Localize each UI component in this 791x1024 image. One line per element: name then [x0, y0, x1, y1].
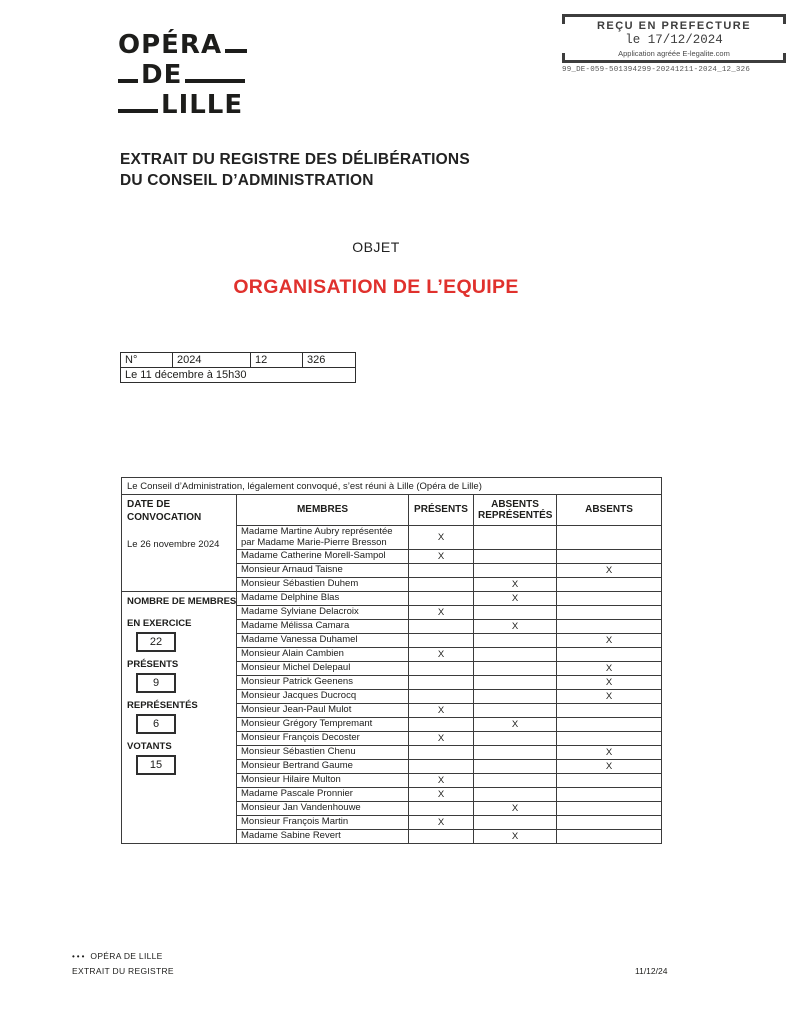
count-value-box: 22: [136, 632, 176, 652]
mark-represented-cell: [474, 564, 557, 578]
table-intro: Le Conseil d’Administration, légalement convoqué, s’est réuni à Lille (Opéra de Lille): [122, 478, 662, 495]
column-header-absents: ABSENTS: [557, 495, 662, 526]
ref-cell-number-label: N°: [121, 353, 173, 368]
member-name-cell: Monsieur Sébastien Chenu: [237, 746, 409, 760]
member-name-cell: Madame Sabine Revert: [237, 830, 409, 844]
mark-absent-cell: [557, 816, 662, 830]
mark-represented-cell: [474, 690, 557, 704]
reference-date-row: [121, 368, 356, 383]
reference-row: [121, 353, 356, 368]
count-label: REPRÉSENTÉS: [127, 700, 198, 711]
count-value-box: 6: [136, 714, 176, 734]
mark-absent-cell: [557, 578, 662, 592]
mark-present-cell: [409, 578, 474, 592]
document-heading: [120, 149, 470, 191]
mark-present-cell: [409, 830, 474, 844]
footer-date: 11/12/24: [635, 966, 668, 976]
mark-represented-cell: [474, 648, 557, 662]
ref-cell-month: 12: [251, 353, 303, 368]
mark-represented-cell: X: [474, 830, 557, 844]
mark-absent-cell: [557, 802, 662, 816]
member-name-cell: Monsieur Sébastien Duhem: [237, 578, 409, 592]
mark-absent-cell: [557, 550, 662, 564]
mark-represented-cell: [474, 788, 557, 802]
logo-underscore-bar: [118, 79, 138, 83]
mark-absent-cell: X: [557, 634, 662, 648]
count-value-box: 9: [136, 673, 176, 693]
member-counts-cell: [122, 592, 237, 844]
mark-present-cell: X: [409, 774, 474, 788]
stamp-date: le 17/12/2024: [625, 33, 723, 47]
mark-represented-cell: X: [474, 802, 557, 816]
mark-present-cell: [409, 690, 474, 704]
mark-present-cell: X: [409, 732, 474, 746]
mark-present-cell: X: [409, 816, 474, 830]
logo-underscore-bar: [185, 79, 245, 83]
mark-present-cell: X: [409, 526, 474, 550]
mark-represented-cell: [474, 732, 557, 746]
mark-represented-cell: [474, 606, 557, 620]
mark-present-cell: X: [409, 788, 474, 802]
logo-underscore-bar: [118, 109, 158, 113]
reference-table: [120, 352, 356, 383]
mark-present-cell: X: [409, 648, 474, 662]
member-name-cell: Monsieur François Martin: [237, 816, 409, 830]
table-intro-row: [122, 478, 662, 495]
opera-de-lille-logo: [118, 30, 247, 120]
logo-text-opera: OPÉRA: [118, 30, 223, 60]
member-name-cell: Monsieur Arnaud Taisne: [237, 564, 409, 578]
mark-represented-cell: [474, 676, 557, 690]
mark-absent-cell: [557, 718, 662, 732]
mark-represented-cell: X: [474, 592, 557, 606]
mark-absent-cell: X: [557, 760, 662, 774]
date-convocation-value: Le 26 novembre 2024: [127, 539, 220, 550]
mark-represented-cell: [474, 526, 557, 550]
mark-absent-cell: [557, 592, 662, 606]
mark-absent-cell: [557, 830, 662, 844]
member-name-cell: Madame Pascale Pronnier: [237, 788, 409, 802]
mark-present-cell: X: [409, 704, 474, 718]
mark-represented-cell: [474, 634, 557, 648]
object-block: [120, 239, 632, 299]
ref-cell-year: 2024: [173, 353, 251, 368]
member-row: [122, 592, 662, 606]
counts-title: NOMBRE DE MEMBRES: [127, 596, 237, 607]
mark-absent-cell: [557, 620, 662, 634]
date-convocation-cell: [122, 495, 237, 592]
member-name-cell: Madame Catherine Morell-Sampol: [237, 550, 409, 564]
stamp-title: REÇU EN PREFECTURE: [596, 20, 752, 32]
mark-absent-cell: [557, 606, 662, 620]
member-name-cell: Monsieur Alain Cambien: [237, 648, 409, 662]
logo-text-de: DE: [141, 60, 183, 90]
stamp-corner: [783, 17, 786, 24]
mark-present-cell: X: [409, 606, 474, 620]
footer-dots: •••: [72, 952, 87, 961]
mark-represented-cell: [474, 774, 557, 788]
member-name-cell: Monsieur Jan Vandenhouwe: [237, 802, 409, 816]
logo-text-lille: LILLE: [161, 90, 244, 120]
logo-line-3: [118, 90, 247, 120]
mark-represented-cell: [474, 550, 557, 564]
heading-line-2: DU CONSEIL D’ADMINISTRATION: [120, 172, 374, 189]
ref-date-cell: Le 11 décembre à 15h30: [121, 368, 356, 383]
column-header-presents: PRÉSENTS: [409, 495, 474, 526]
mark-represented-cell: [474, 760, 557, 774]
mark-absent-cell: X: [557, 690, 662, 704]
member-name-cell: Madame Martine Aubry représentée par Madame Marie-Pierre Bresson: [237, 526, 409, 550]
member-name-cell: Monsieur Patrick Geenens: [237, 676, 409, 690]
member-name-cell: Madame Vanessa Duhamel: [237, 634, 409, 648]
mark-represented-cell: [474, 746, 557, 760]
mark-present-cell: [409, 592, 474, 606]
stamp-reference-code: 99_DE-059-501394299-20241211-2024_12_326: [562, 66, 751, 74]
prefecture-stamp: [562, 14, 786, 74]
mark-present-cell: [409, 634, 474, 648]
mark-present-cell: [409, 746, 474, 760]
column-header-absents-representes: ABSENTS REPRÉSENTÉS: [474, 495, 557, 526]
member-name-cell: Monsieur Hilaire Multon: [237, 774, 409, 788]
mark-absent-cell: X: [557, 746, 662, 760]
table-header-row: [122, 495, 662, 526]
mark-present-cell: [409, 662, 474, 676]
footer-document-type: EXTRAIT DU REGISTRE: [72, 966, 174, 976]
logo-line-1: [118, 30, 247, 60]
mark-absent-cell: X: [557, 662, 662, 676]
member-name-cell: Monsieur Jacques Ducrocq: [237, 690, 409, 704]
attendance-table: [121, 477, 662, 844]
object-label: OBJET: [352, 239, 400, 255]
mark-represented-cell: [474, 704, 557, 718]
mark-present-cell: [409, 676, 474, 690]
ref-cell-seq: 326: [303, 353, 356, 368]
footer-brand-text: OPÉRA DE LILLE: [90, 951, 163, 961]
mark-absent-cell: X: [557, 564, 662, 578]
member-name-cell: Monsieur Grégory Tempremant: [237, 718, 409, 732]
stamp-corner: [562, 53, 565, 60]
logo-line-2: [118, 60, 247, 90]
mark-represented-cell: [474, 816, 557, 830]
count-label: VOTANTS: [127, 741, 172, 752]
count-label: EN EXERCICE: [127, 618, 192, 629]
mark-present-cell: [409, 564, 474, 578]
mark-present-cell: [409, 620, 474, 634]
mark-absent-cell: [557, 526, 662, 550]
mark-absent-cell: [557, 788, 662, 802]
mark-represented-cell: X: [474, 620, 557, 634]
mark-represented-cell: [474, 662, 557, 676]
stamp-corner: [783, 53, 786, 60]
mark-absent-cell: [557, 704, 662, 718]
member-name-cell: Monsieur François Decoster: [237, 732, 409, 746]
mark-represented-cell: X: [474, 718, 557, 732]
mark-present-cell: [409, 760, 474, 774]
count-value-box: 15: [136, 755, 176, 775]
mark-represented-cell: X: [474, 578, 557, 592]
member-name-cell: Monsieur Michel Delepaul: [237, 662, 409, 676]
date-convocation-label: DATE DE CONVOCATION: [127, 499, 202, 523]
member-name-cell: Monsieur Bertrand Gaume: [237, 760, 409, 774]
mark-present-cell: X: [409, 550, 474, 564]
member-name-cell: Monsieur Jean-Paul Mulot: [237, 704, 409, 718]
mark-absent-cell: [557, 732, 662, 746]
member-name-cell: Madame Mélissa Camara: [237, 620, 409, 634]
footer-brand: [72, 951, 163, 961]
count-label: PRÉSENTS: [127, 659, 179, 670]
mark-absent-cell: [557, 774, 662, 788]
member-name-cell: Madame Sylviane Delacroix: [237, 606, 409, 620]
mark-present-cell: [409, 802, 474, 816]
heading-line-1: EXTRAIT DU REGISTRE DES DÉLIBÉRATIONS: [120, 151, 470, 168]
mark-absent-cell: X: [557, 676, 662, 690]
prefecture-stamp-box: [562, 14, 786, 63]
object-title: ORGANISATION DE L’EQUIPE: [233, 276, 519, 298]
member-name-cell: Madame Delphine Blas: [237, 592, 409, 606]
mark-present-cell: [409, 718, 474, 732]
logo-underscore-bar: [225, 49, 247, 53]
column-header-membres: MEMBRES: [237, 495, 409, 526]
stamp-application: Application agréée E-legalite.com: [618, 49, 730, 58]
mark-absent-cell: [557, 648, 662, 662]
stamp-corner: [562, 17, 565, 24]
